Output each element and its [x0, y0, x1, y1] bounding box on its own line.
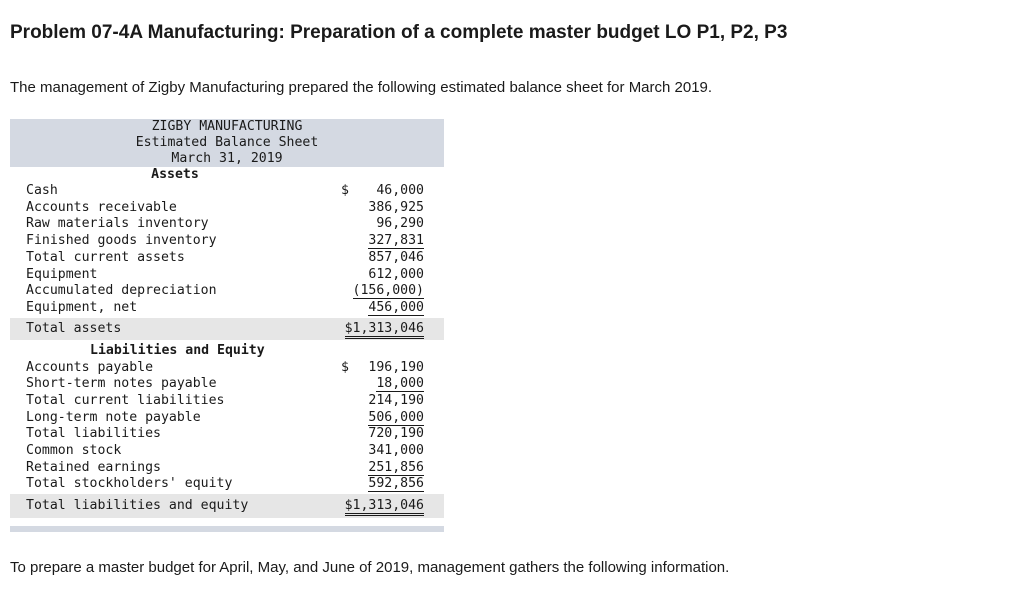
- liability-label: Total current liabilities: [26, 392, 225, 408]
- asset-amount: 857,046: [368, 249, 424, 265]
- outro-text: To prepare a master budget for April, May, and June of 2019, management gathers the following information.: [10, 559, 730, 576]
- asset-row: [10, 300, 444, 317]
- company-name: ZIGBY MANUFACTURING: [151, 119, 303, 134]
- liability-label: Total liabilities: [26, 426, 161, 442]
- intro-text: The management of Zigby Manufacturing prepared the following estimated balance sheet for March 2019.: [10, 79, 713, 96]
- liability-label: Total liabilities and equity: [26, 498, 249, 513]
- liabilities-header: Liabilities and Equity: [90, 343, 265, 358]
- dollar-sign: $: [341, 359, 349, 375]
- liability-label: Short-term notes payable: [26, 376, 217, 392]
- asset-amount: (156,000): [352, 283, 424, 299]
- asset-label: Equipment, net: [26, 299, 138, 315]
- asset-row: [10, 250, 444, 267]
- asset-row: [10, 200, 444, 217]
- asset-row: [10, 233, 444, 250]
- asset-row: [10, 267, 444, 284]
- asset-row: [10, 216, 444, 233]
- problem-title: Problem 07-4A Manufacturing: Preparation of a complete master budget LO P1, P2, P3: [10, 22, 788, 43]
- asset-row: [10, 183, 444, 200]
- balance-sheet-footer-band: [10, 526, 444, 532]
- asset-amount: 96,290: [376, 216, 424, 232]
- asset-label: Total current assets: [26, 249, 185, 265]
- liability-row: [10, 443, 444, 460]
- asset-label: Raw materials inventory: [26, 216, 209, 232]
- liability-amount: 592,856: [368, 476, 424, 492]
- asset-amount: 46,000: [376, 183, 424, 198]
- asset-label: Equipment: [26, 266, 98, 282]
- asset-label: Finished goods inventory: [26, 233, 217, 249]
- asset-amount: 456,000: [368, 299, 424, 315]
- liability-label: Accounts payable: [26, 359, 154, 375]
- liability-amount: 251,856: [368, 459, 424, 475]
- liability-amount: 196,190: [368, 359, 424, 375]
- liability-label: Retained earnings: [26, 459, 161, 475]
- asset-label: Accumulated depreciation: [26, 283, 217, 299]
- liability-label: Long-term note payable: [26, 409, 201, 425]
- asset-label: Total assets: [26, 321, 122, 336]
- liability-label: Common stock: [26, 443, 122, 458]
- liability-row: [10, 426, 444, 443]
- liability-amount: 720,190: [368, 426, 424, 442]
- asset-row: [10, 283, 444, 300]
- liability-row: [10, 476, 444, 493]
- asset-amount: $1,313,046: [345, 321, 424, 339]
- asset-label: Accounts receivable: [26, 199, 177, 215]
- liability-row: [10, 376, 444, 393]
- liability-label: Total stockholders' equity: [26, 476, 233, 492]
- asset-label: Cash: [26, 183, 58, 198]
- liability-row: [10, 393, 444, 410]
- liability-amount: $1,313,046: [345, 498, 424, 516]
- statement-name: Estimated Balance Sheet: [135, 135, 319, 150]
- liability-total-row: [10, 498, 444, 515]
- liability-row: [10, 360, 444, 377]
- asset-total-row: [10, 321, 444, 338]
- asset-amount: 612,000: [368, 266, 424, 282]
- assets-header: Assets: [151, 167, 199, 182]
- liability-row: [10, 410, 444, 427]
- liability-amount: 18,000: [376, 376, 424, 392]
- statement-date: March 31, 2019: [171, 151, 283, 166]
- liability-amount: 341,000: [368, 443, 424, 458]
- liability-amount: 506,000: [368, 409, 424, 425]
- liability-amount: 214,190: [368, 392, 424, 408]
- dollar-sign: $: [341, 183, 349, 198]
- liability-row: [10, 460, 444, 477]
- asset-amount: 386,925: [368, 199, 424, 215]
- asset-amount: 327,831: [368, 233, 424, 249]
- balance-sheet: [10, 119, 444, 532]
